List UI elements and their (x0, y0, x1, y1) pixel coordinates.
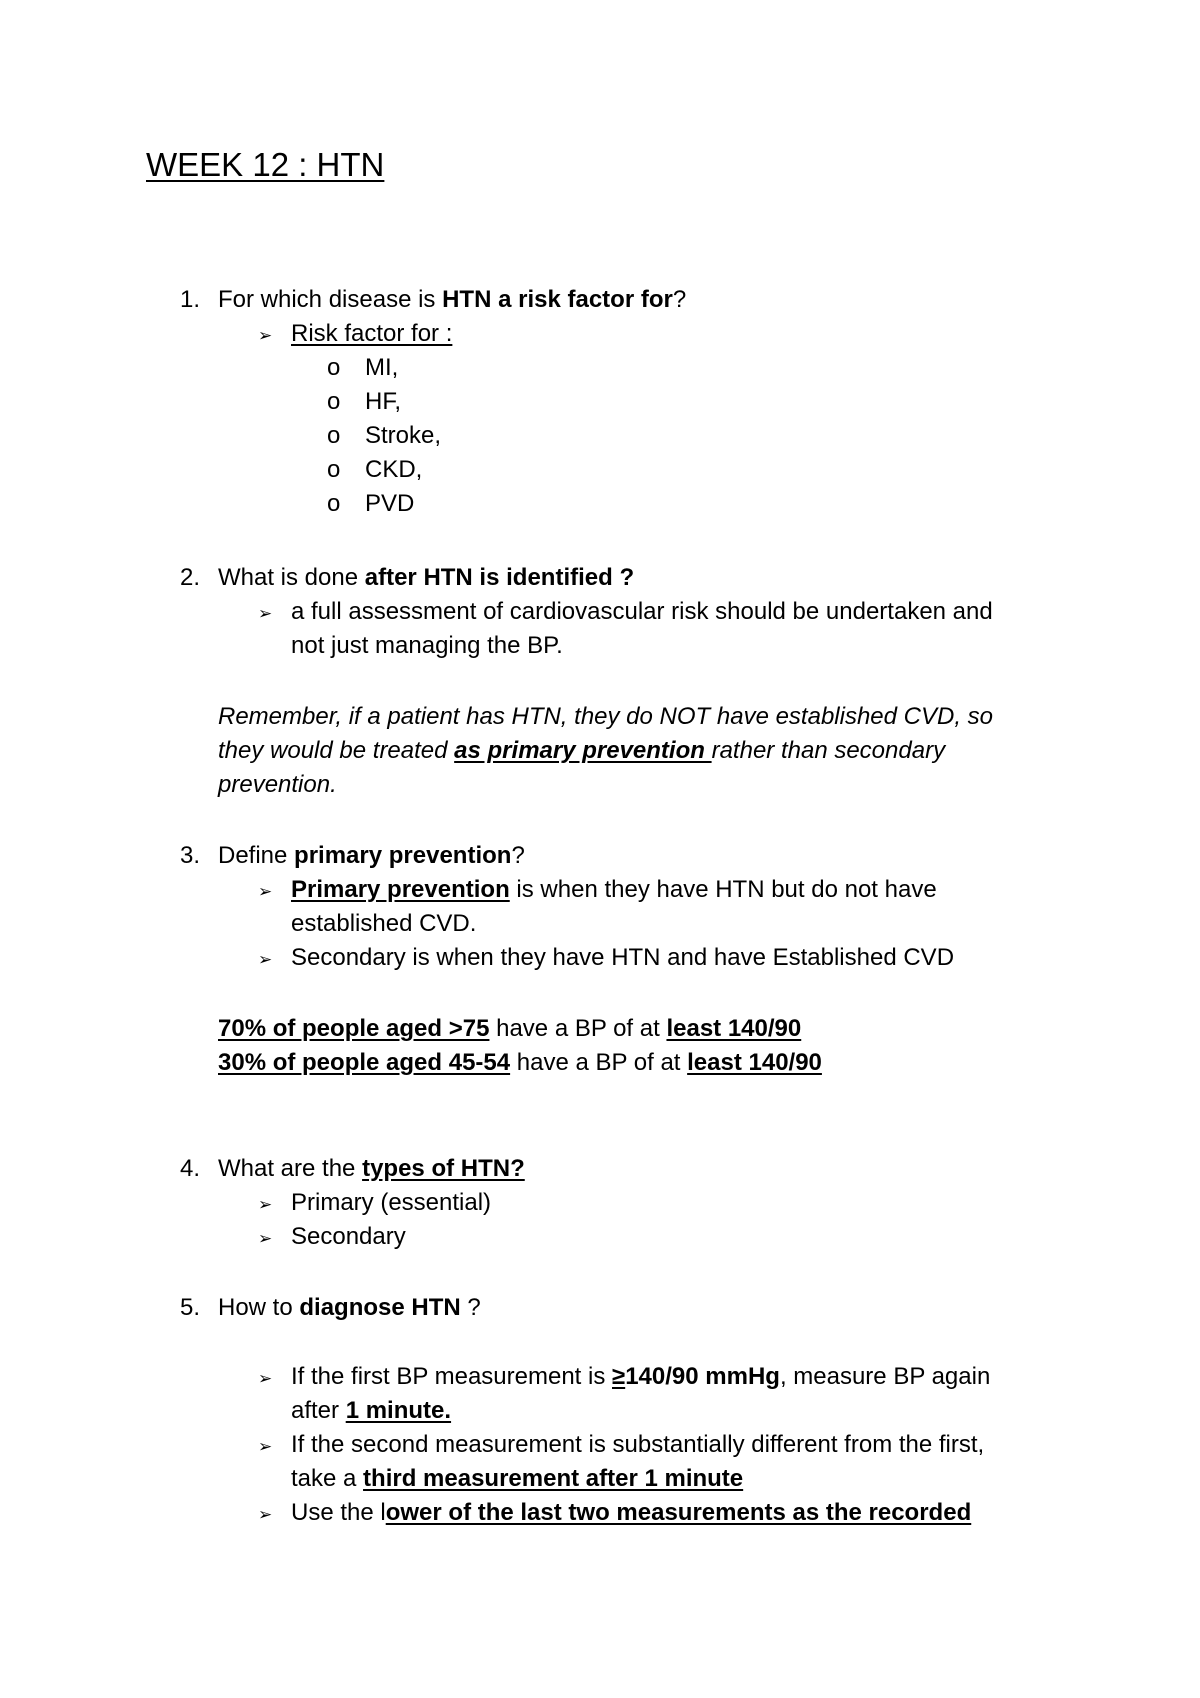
arrow-bullet-icon: ➢ (258, 326, 273, 345)
risk-item: MI, (365, 354, 399, 381)
q2-answer-line2: not just managing the BP. (291, 632, 563, 659)
arrow-bullet-icon: ➢ (258, 604, 273, 623)
remember-note-line2: they would be treated as primary prevention rather than secondary (218, 737, 946, 764)
q3-answer2: Secondary is when they have HTN and have Established CVD (291, 944, 955, 971)
q1-question: For which disease is HTN a risk factor for? (218, 286, 687, 313)
risk-item: CKD, (365, 456, 423, 483)
q5-number: 5. (180, 1294, 201, 1321)
remember-note-line1: Remember, if a patient has HTN, they do NOT have established CVD, so (218, 703, 994, 730)
q5-answer2-line2: take a third measurement after 1 minute (291, 1465, 744, 1492)
q1-number: 1. (180, 286, 201, 313)
q5-answer3: Use the lower of the last two measurements as the recorded (291, 1499, 972, 1526)
arrow-bullet-icon: ➢ (258, 1195, 273, 1214)
stat-line-1: 70% of people aged >75 have a BP of at least 140/90 (218, 1015, 802, 1042)
q3-question: Define primary prevention? (218, 842, 525, 869)
q4-number: 4. (180, 1155, 201, 1182)
q2-question: What is done after HTN is identified ? (218, 564, 635, 591)
htn-type-item: Secondary (291, 1223, 406, 1250)
q3-answer1-line2: established CVD. (291, 910, 477, 937)
remember-note-line3: prevention. (218, 771, 337, 798)
arrow-bullet-icon: ➢ (258, 1505, 273, 1524)
arrow-bullet-icon: ➢ (258, 1369, 273, 1388)
circle-bullet-icon: o (327, 490, 341, 517)
q5-question: How to diagnose HTN ? (218, 1294, 481, 1321)
q2-number: 2. (180, 564, 201, 591)
arrow-bullet-icon: ➢ (258, 882, 273, 901)
risk-item: Stroke, (365, 422, 442, 449)
circle-bullet-icon: o (327, 422, 341, 449)
q5-answer2-line1: If the second measurement is substantially different from the first, (291, 1431, 985, 1458)
q5-answer1-line2: after 1 minute. (291, 1397, 452, 1424)
q3-number: 3. (180, 842, 201, 869)
arrow-bullet-icon: ➢ (258, 950, 273, 969)
q5-answer1: If the first BP measurement is ≥140/90 mmHg, measure BP again (291, 1363, 991, 1390)
q2-answer-line1: a full assessment of cardiovascular risk should be undertaken and (291, 598, 993, 625)
arrow-bullet-icon: ➢ (258, 1437, 273, 1456)
arrow-bullet-icon: ➢ (258, 1229, 273, 1248)
q4-question: What are the types of HTN? (218, 1155, 525, 1182)
q1-sub-label: Risk factor for : (291, 320, 453, 347)
circle-bullet-icon: o (327, 456, 341, 483)
htn-type-item: Primary (essential) (291, 1189, 492, 1216)
risk-item: PVD (365, 490, 415, 517)
page-title: WEEK 12 : HTN (146, 146, 385, 183)
risk-item: HF, (365, 388, 401, 415)
circle-bullet-icon: o (327, 354, 341, 381)
q3-answer1: Primary prevention is when they have HTN but do not have (291, 876, 937, 903)
stat-line-2: 30% of people aged 45-54 have a BP of at least 140/90 (218, 1049, 822, 1076)
circle-bullet-icon: o (327, 388, 341, 415)
